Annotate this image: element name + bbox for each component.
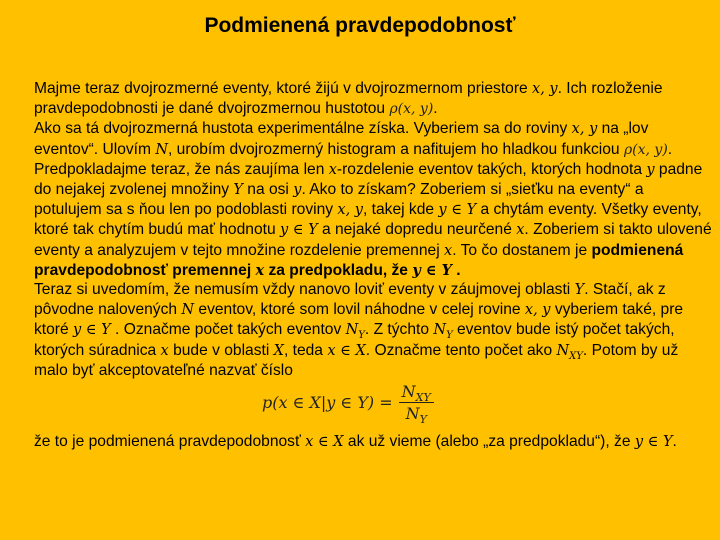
- math: y ∈ Y: [634, 434, 673, 451]
- math-subscript: Y: [358, 330, 365, 342]
- math: x: [516, 222, 525, 239]
- math: N: [155, 141, 169, 158]
- math-subscript: XY: [569, 350, 583, 362]
- den-symbol: N: [405, 404, 420, 424]
- math: x: [160, 342, 169, 359]
- math: x, y: [337, 202, 363, 219]
- math: x, y: [524, 302, 551, 319]
- bold-text: .: [451, 261, 461, 279]
- text: . Stačí, ak z pôvodne nalovených: [34, 281, 666, 319]
- text: .: [433, 100, 438, 118]
- formula-lhs: p(x ∈ X|y ∈ Y) =: [262, 393, 393, 413]
- text: -rozdelenie eventov takých, ktorých hodnota: [336, 160, 647, 178]
- num-symbol: N: [401, 382, 416, 402]
- text: .: [667, 140, 673, 158]
- math-symbol: N: [556, 342, 570, 359]
- math-subscript: Y: [446, 330, 453, 342]
- math: y ∈ Y: [73, 322, 111, 339]
- text: padne do nejakej zvolenej množiny: [34, 160, 703, 199]
- math: [345, 322, 365, 342]
- paragraph-5: [34, 432, 714, 452]
- text: Predpokladajme teraz, že nás zaujíma len: [34, 160, 329, 178]
- text: , teda: [283, 341, 328, 359]
- bold-text: podmienená pravdepodobnosť premennej: [34, 241, 684, 279]
- math: y ∈ Y: [438, 202, 477, 219]
- math: X: [273, 342, 284, 359]
- math-density: ρ(x, y): [623, 141, 668, 158]
- text: . Označme tento počet ako: [365, 341, 557, 359]
- text: . Zoberiem si takto ulovené eventy a analyzujem v tejto množine rozdelenie premennej: [34, 221, 712, 259]
- text: , urobím dvojrozmerný histogram a nafitujem ho hladkou funkciou: [168, 140, 624, 158]
- text: . Potom by už malo byť akceptovateľné nazvať číslo: [34, 341, 679, 379]
- math: x ∈ X: [327, 342, 366, 359]
- math-symbol: N: [433, 322, 447, 339]
- formula-row: [34, 380, 714, 432]
- math: y: [646, 161, 655, 178]
- math: Y: [233, 182, 243, 199]
- math: y: [293, 182, 302, 199]
- text: , takej kde: [363, 201, 439, 219]
- slide-title: Podmienená pravdepodobnosť: [204, 14, 516, 37]
- slide-body: [34, 79, 714, 452]
- text: . Z týchto: [364, 321, 434, 339]
- math: N: [181, 302, 195, 319]
- math: y ∈ Y: [279, 222, 318, 239]
- paragraph-3: [34, 160, 714, 280]
- math: [556, 342, 583, 362]
- math: [433, 322, 453, 342]
- text: ak už vieme (alebo „za predpokladu“), že: [343, 433, 635, 451]
- text: na osi: [242, 181, 294, 199]
- text: . Označme počet takých eventov: [110, 321, 346, 339]
- text: vyberiem také, pre ktoré: [34, 301, 684, 339]
- conditional-probability-formula: [262, 382, 434, 427]
- fraction-denominator: [403, 403, 430, 427]
- math-density: ρ(x, y): [389, 101, 434, 118]
- math: x: [444, 242, 453, 259]
- math: Y: [574, 282, 585, 299]
- paragraph-1: [34, 79, 714, 119]
- fraction-numerator: [399, 382, 434, 403]
- text: eventov, ktoré som lovil náhodne v celej rovine: [194, 301, 525, 319]
- text: bude v oblasti: [168, 341, 274, 359]
- num-subscript: XY: [415, 391, 431, 405]
- text: .: [672, 433, 677, 451]
- bold-text: za predpokladu, že: [264, 261, 413, 279]
- formula-fraction: [399, 382, 434, 427]
- text: že to je podmienená pravdepodobnosť: [34, 433, 306, 451]
- text: eventov bude istý počet takých, ktorých súradnica: [34, 321, 675, 359]
- math: x, y: [571, 121, 598, 138]
- den-subscript: Y: [419, 413, 427, 427]
- text: Majme teraz dvojrozmerné eventy, ktoré žijú v dvojrozmernom priestore: [34, 80, 533, 97]
- math: x: [328, 161, 337, 178]
- math: x, y: [532, 81, 558, 97]
- text: a chytám eventy. Všetky eventy, ktoré tak chytím budú mať hodnotu: [34, 201, 702, 239]
- math: x: [255, 261, 265, 279]
- math: y ∈ Y: [412, 261, 452, 279]
- text: a nejaké dopredu neurčené: [317, 221, 517, 239]
- math-symbol: N: [345, 322, 359, 339]
- text: Teraz si uvedomím, že nemusím vždy nanovo loviť eventy v záujmovej oblasti: [34, 281, 575, 299]
- text: na „lov eventov“. Ulovím: [34, 120, 649, 158]
- text: . Ako to získam? Zoberiem si „sieťku na eventy“ a potulujem sa s ňou len po podoblasti roviny: [34, 181, 644, 219]
- paragraph-2: [34, 119, 714, 159]
- paragraph-4: [34, 280, 714, 380]
- math: x ∈ X: [305, 434, 344, 451]
- text: Ako sa tá dvojrozmerná hustota experimentálne získa. Vyberiem sa do roviny: [34, 120, 572, 138]
- text: . To čo dostanem je: [452, 241, 592, 259]
- text: . Ich rozloženie pravdepodobnosti je dané dvojrozmernou hustotou: [34, 80, 663, 118]
